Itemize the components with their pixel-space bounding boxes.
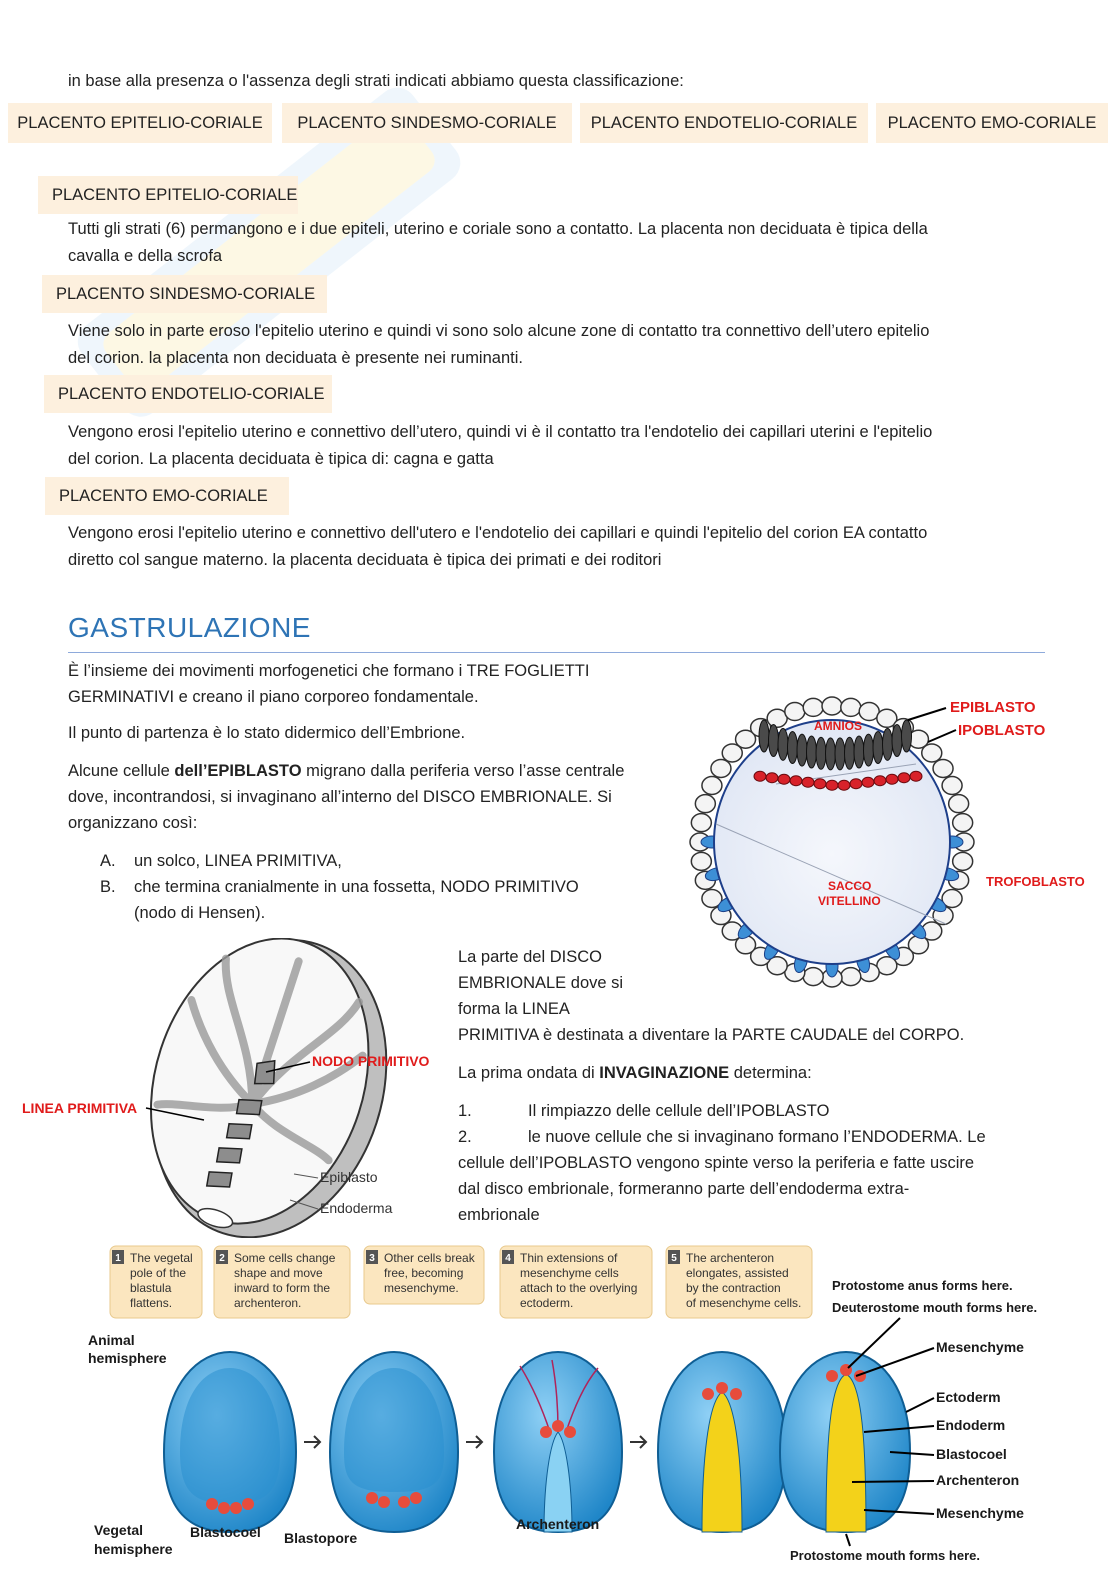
label-epiblasto: EPIBLASTO (950, 699, 1036, 716)
text-line: diretto col sangue materno. la placenta deciduata è tipica dei primati e dei roditori (68, 550, 662, 569)
section-title-emo: PLACENTO EMO-CORIALE (45, 477, 289, 515)
label-archenteron-right: Archenteron (936, 1472, 1020, 1488)
hypoblast-cell (802, 777, 814, 787)
trophoblast-cell (803, 698, 823, 716)
step-box-2 (214, 1246, 350, 1318)
intro-text: in base alla presenza o l'assenza degli strati indicati abbiamo questa classificazione: (68, 72, 684, 90)
numbered-list (458, 1098, 1048, 1228)
text-run: Alcune cellule (68, 762, 175, 780)
step-number: 1 (115, 1253, 121, 1264)
epiblast-cell (883, 728, 893, 760)
epiblast-cell (788, 732, 798, 764)
text-line: Tutti gli strati (6) permangono e i due epiteli, uterino e coriale sono a contatto. La placenta non deciduata è tipica della (68, 220, 928, 238)
text-line: dal disco embrionale, formeranno parte dell’endoderma extra- (458, 1180, 910, 1198)
step-line: free, becoming (384, 1266, 464, 1280)
label-vitellino: VITELLINO (818, 894, 881, 908)
text-line: Vengono erosi l'epitelio uterino e connettivo dell’utero, quindi vi è il contatto tra l'endotelio dei capillari uterini e l'epitelio (68, 423, 933, 441)
epiblast-cell (902, 720, 912, 752)
heading-gastrulazione: GASTRULAZIONE (68, 612, 311, 643)
step-line: The vegetal (130, 1251, 193, 1265)
step-line: elongates, assisted (686, 1266, 789, 1280)
text-line: forma la LINEA (458, 1000, 570, 1018)
label-nodo-primitivo: NODO PRIMITIVO (312, 1053, 430, 1069)
epiblast-cell (816, 737, 826, 769)
section-text-emo (68, 520, 1048, 573)
step-number: 5 (671, 1253, 677, 1264)
label-mesenchyme-top: Mesenchyme (936, 1339, 1024, 1355)
label-trofoblasto: TROFOBLASTO (986, 874, 1085, 889)
step-line: ectoderm. (520, 1296, 574, 1310)
epiblast-cell (835, 738, 845, 770)
stage-1-blastula (164, 1352, 296, 1532)
trophoblast-cell (711, 759, 731, 777)
step-number: 4 (505, 1253, 511, 1264)
text-bold: INVAGINAZIONE (599, 1064, 730, 1082)
text-line: È l’insieme dei movimenti morfogenetici che formano i TRE FOGLIETTI (68, 662, 590, 680)
trophoblast-cell (695, 795, 715, 813)
text-line: organizzano così: (68, 814, 198, 832)
stage-2 (330, 1352, 458, 1532)
stage-4 (658, 1352, 786, 1532)
epiblast-cell (807, 736, 817, 768)
text-line: La parte del DISCO (458, 948, 602, 966)
text-bold: dell’EPIBLASTO (174, 762, 302, 780)
label-vegetal-hemisphere: hemisphere (94, 1541, 173, 1557)
step-line: flattens. (130, 1296, 173, 1310)
section-title-sindesmo: PLACENTO SINDESMO-CORIALE (42, 275, 327, 313)
wave-paragraph (458, 1060, 812, 1086)
step-number: 2 (219, 1253, 225, 1264)
tag-endotelio-coriale: PLACENTO ENDOTELIO-CORIALE (580, 103, 868, 143)
text-line: cellule dell’IPOBLASTO vengono spinte verso la periferia e fatte uscire (458, 1154, 975, 1172)
embryonic-disc-figure (18, 938, 448, 1238)
list-marker: B. (100, 878, 116, 896)
label-protostome-mouth: Protostome mouth forms here. (790, 1548, 980, 1563)
trophoblast-cell (933, 759, 953, 777)
step-line: mesenchyme cells (520, 1266, 619, 1280)
list-text: che termina cranialmente in una fossetta, NODO PRIMITIVO (134, 878, 579, 896)
epiblast-cell (854, 736, 864, 768)
gastrulation-sequence-figure (80, 1242, 1080, 1572)
trophoblast-cell (691, 852, 711, 870)
label-vegetal: Vegetal (94, 1522, 144, 1538)
step-line: mesenchyme. (384, 1281, 459, 1295)
step-line: Some cells change (234, 1251, 336, 1265)
label-blastocoel-right: Blastocoel (936, 1446, 1007, 1462)
text-line: Viene solo in parte eroso l'epitelio uterino e quindi vi sono solo alcune zone di contatto tra connettivo dell’utero epitelio (68, 322, 930, 340)
gastrula-paragraph-3 (68, 758, 668, 836)
step-box-3 (364, 1246, 484, 1304)
label-archenteron-stage3: Archenteron (516, 1516, 600, 1532)
tag-emo-coriale: PLACENTO EMO-CORIALE (876, 103, 1108, 143)
trophoblast-cell (803, 968, 823, 986)
hypoblast-cell (754, 771, 766, 781)
hypoblast-cell (790, 776, 802, 786)
epiblast-cell (759, 720, 769, 752)
epiblast-cell (769, 724, 779, 756)
section-text-endotelio (68, 419, 1048, 472)
text-line: del corion. la placenta non deciduata è presente nei ruminanti. (68, 348, 523, 367)
hypoblast-cell (838, 780, 850, 790)
text-line: del corion. La placenta deciduata è tipica di: cagna e gatta (68, 449, 494, 468)
hypoblast-cell (898, 773, 910, 783)
text-line: embrionale (458, 1206, 540, 1224)
hypoblast-cell (766, 773, 778, 783)
step-line: by the contraction (686, 1281, 781, 1295)
label-deuterostome-mouth: Deuterostome mouth forms here. (832, 1300, 1038, 1315)
step-line: The archenteron (686, 1251, 775, 1265)
hypoblast-cell (850, 779, 862, 789)
label-linea-primitiva: LINEA PRIMITIVA (22, 1100, 138, 1116)
trophoblast-cell (953, 852, 973, 870)
label-animal: Animal (88, 1332, 135, 1348)
step-line: archenteron. (234, 1296, 302, 1310)
trophoblast-cell (702, 777, 722, 795)
text-line: PRIMITIVA è destinata a diventare la PARTE CAUDALE del CORPO. (458, 1026, 965, 1044)
embryo-bilaminar-figure (676, 664, 1096, 1000)
label-blastopore: Blastopore (284, 1530, 358, 1546)
step-line: blastula (130, 1281, 172, 1295)
trophoblast-cell (822, 697, 842, 715)
tag-epitelio-coriale: PLACENTO EPITELIO-CORIALE (8, 103, 272, 143)
hypoblast-cell (910, 771, 922, 781)
trophoblast-cell (942, 777, 962, 795)
epiblast-cell (826, 738, 836, 770)
section-title-epitelio: PLACENTO EPITELIO-CORIALE (38, 176, 298, 214)
epiblast-cell (892, 724, 902, 756)
step-line: Thin extensions of (520, 1251, 618, 1265)
trophoblast-cell (953, 814, 973, 832)
label-ectoderm: Ectoderm (936, 1389, 1001, 1405)
list-continuation: (nodo di Hensen). (134, 904, 266, 922)
list-text: Il rimpiazzo delle cellule dell’IPOBLASTO (528, 1102, 830, 1120)
section-text-sindesmo (68, 318, 1048, 371)
step-line: attach to the overlying (520, 1281, 638, 1295)
text-line: GERMINATIVI e creano il piano corporeo fondamentale. (68, 688, 479, 706)
step-line: Other cells break (384, 1251, 475, 1265)
gastrula-paragraph-2: Il punto di partenza è lo stato didermico dell’Embrione. (68, 724, 466, 742)
trophoblast-cell (785, 703, 805, 721)
step-line: pole of the (130, 1266, 187, 1280)
step-line: of mesenchyme cells. (686, 1296, 802, 1310)
step-box-4 (500, 1246, 652, 1318)
text-run: migrano dalla periferia verso l’asse centrale (301, 762, 625, 780)
hypoblast-cell (778, 774, 790, 784)
list-text: un solco, LINEA PRIMITIVA, (134, 852, 342, 870)
list-text: le nuove cellule che si invaginano formano l’ENDODERMA. Le (528, 1128, 986, 1146)
epiblast-cell (873, 732, 883, 764)
label-animal-hemisphere: hemisphere (88, 1350, 167, 1366)
text-run: La prima ondata di (458, 1064, 600, 1082)
epiblast-cell (778, 728, 788, 760)
heading-rule (68, 652, 1045, 653)
label-amnios: AMNIOS (814, 719, 862, 733)
label-endoderma: Endoderma (320, 1200, 393, 1216)
step-line: shape and move (234, 1266, 323, 1280)
text-line: cavalla e della scrofa (68, 246, 223, 265)
hypoblast-cell (874, 776, 886, 786)
label-epiblasto-disc: Epiblasto (320, 1169, 378, 1185)
label-protostome-anus: Protostome anus forms here. (832, 1278, 1013, 1293)
list-marker: A. (100, 852, 116, 870)
list-marker: 2. (458, 1128, 472, 1146)
hypoblast-cell (826, 780, 838, 790)
label-sacco: SACCO (828, 879, 872, 893)
trophoblast-cell (841, 698, 861, 716)
text-line: EMBRIONALE dove si (458, 974, 624, 992)
trophoblast-cell (922, 744, 942, 762)
stage-5 (780, 1352, 910, 1532)
tag-sindesmo-coriale: PLACENTO SINDESMO-CORIALE (282, 103, 572, 143)
lettered-list (100, 848, 660, 926)
label-endoderm: Endoderm (936, 1417, 1006, 1433)
epiblast-cell (797, 734, 807, 766)
list-marker: 1. (458, 1102, 472, 1120)
hypoblast-cell (862, 777, 874, 787)
epiblast-cell (864, 734, 874, 766)
trophoblast-cell (949, 795, 969, 813)
stage-3 (494, 1352, 622, 1532)
text-run: determina: (729, 1064, 812, 1082)
trophoblast-cell (691, 814, 711, 832)
trophoblast-cell (841, 968, 861, 986)
text-line: dove, incontrandosi, si invaginano all’interno del DISCO EMBRIONALE. Si (68, 788, 612, 806)
hypoblast-cell (886, 774, 898, 784)
label-ipoblasto: IPOBLASTO (958, 722, 1046, 739)
text-line: Vengono erosi l'epitelio uterino e connettivo dell'utero e l'endotelio dei capillari e quindi l'epitelio del corion EA contatto (68, 524, 928, 542)
step-box-5 (666, 1246, 812, 1318)
step-number: 3 (369, 1253, 375, 1264)
section-title-endotelio: PLACENTO ENDOTELIO-CORIALE (44, 375, 332, 413)
step-box-1 (110, 1246, 202, 1318)
label-blastocoel-stage1: Blastocoel (190, 1524, 261, 1540)
section-text-epitelio (68, 216, 1048, 269)
step-line: inward to form the (234, 1281, 331, 1295)
gastrula-paragraph-1 (68, 658, 668, 710)
hypoblast-cell (814, 779, 826, 789)
label-mesenchyme-bottom: Mesenchyme (936, 1505, 1024, 1521)
epiblast-cell (845, 737, 855, 769)
